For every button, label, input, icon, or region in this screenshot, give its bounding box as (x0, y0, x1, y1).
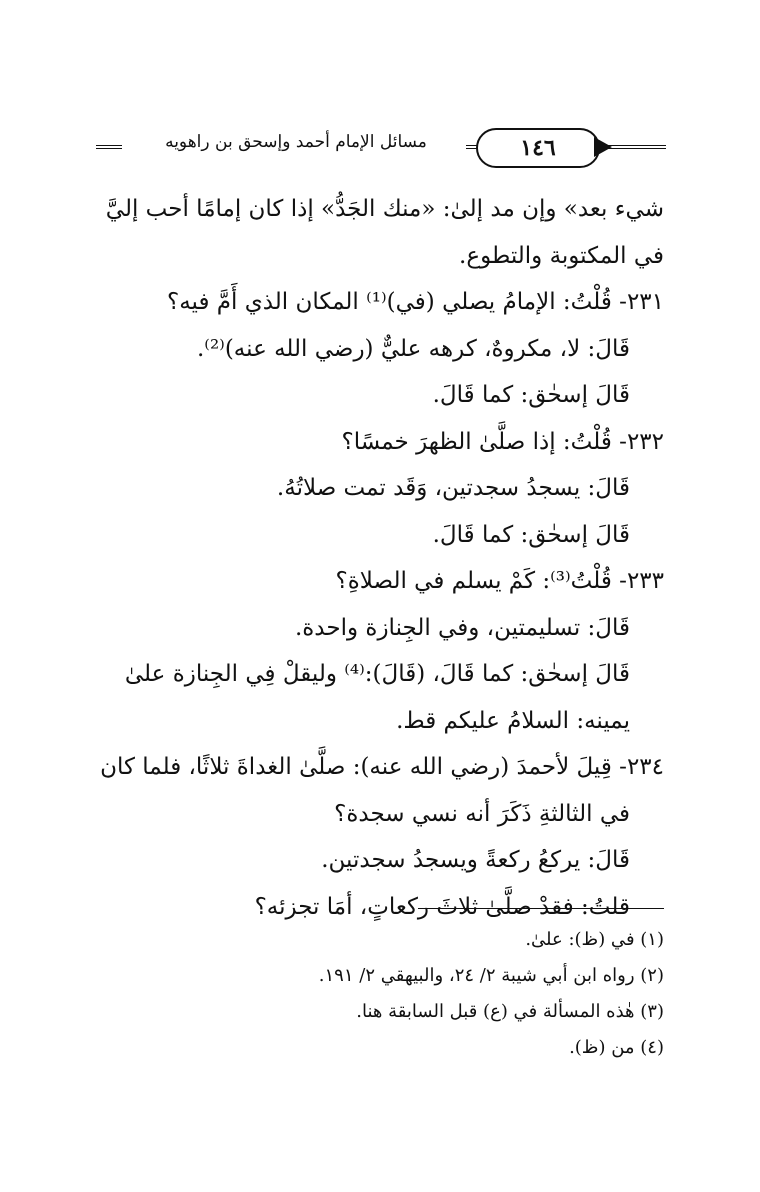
page-body (96, 186, 664, 930)
footnote-separator (418, 908, 664, 909)
text-line: قَالَ إسحٰق: كما قَالَ. (432, 521, 630, 548)
text-line: قَالَ: يسجدُ سجدتين، وَقَد تمت صلاتُهُ. (276, 475, 630, 501)
text-line: ٢٣٣- قُلْتُ⁽³⁾: كَمْ يسلم في الصلاةِ؟ (335, 568, 664, 594)
text-line: قَالَ: تسليمتين، وفي الجِنازة واحدة. (294, 614, 630, 641)
text-line: في الثالثةِ ذَكَرَ أنه نسي سجدة؟ (334, 800, 630, 827)
text-line: ٢٣٤- قِيلَ لأحمدَ (رضي الله عنه): صلَّىٰ الغداةَ ثلاثًا، فلما كان (100, 754, 664, 780)
text-line: قَالَ: لا، مكروهٌ، كرهه عليٌّ (رضي الله عنه)⁽²⁾. (196, 335, 630, 362)
footnote: (٣) هٰذه المسألة في (ع) قبل السابقة هنا. (356, 1001, 664, 1022)
text-line: ٢٣٢- قُلْتُ: إذا صلَّىٰ الظهرَ خمسًا؟ (341, 428, 664, 455)
footnotes (96, 922, 664, 1066)
text-line: في المكتوبة والتطوع. (459, 242, 664, 269)
text-line: قلتُ: فقدْ صلَّىٰ ثلاثَ ركعاتٍ، أمَا تجزئه؟ (254, 893, 630, 920)
text-line: قَالَ إسحٰق: كما قَالَ. (432, 382, 630, 408)
page-number: ١٤٦ (520, 135, 556, 161)
text-line: قَالَ: يركعُ ركعةً ويسجدُ سجدتين. (321, 847, 630, 873)
footnote: (٢) رواه ابن أبي شيبة ٢/ ٢٤، والبيهقي ٢/ ١٩١. (318, 965, 664, 986)
footnote: (٤) من (ظ). (569, 1037, 664, 1058)
text-line: قَالَ إسحٰق: كما قَالَ، (قَالَ):⁽⁴⁾ وليقلْ فِي الجِنازة علىٰ (124, 661, 630, 687)
running-title: مسائل الإمام أحمد وإسحق بن راهويه (165, 132, 427, 152)
text-line: شيء بعد» وإن مد إلىٰ: «منك الجَدُّ» إذا كان إمامًا أحب إليَّ (105, 196, 664, 222)
text-line: يمينه: السلامُ عليكم قط. (396, 707, 630, 734)
header-rule-left (96, 145, 122, 149)
page-number-badge (476, 128, 600, 168)
page-header (96, 128, 664, 168)
badge-arrow-icon (594, 137, 612, 157)
text-line: ٢٣١- قُلْتُ: الإمامُ يصلي (في)⁽¹⁾ المكان الذي أَمَّ فيه؟ (167, 289, 664, 315)
footnote: (١) في (ظ): علىٰ. (525, 929, 664, 950)
